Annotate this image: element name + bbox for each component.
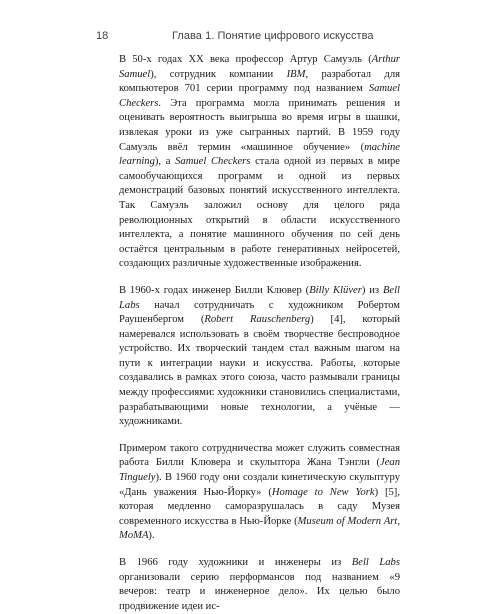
italic-term: Arthur Samuel: [119, 54, 400, 80]
text-run: Примером такого сотрудничества может служить совместная работа Билли Клювера и скульптора Жана Тэнгли (: [119, 442, 400, 469]
page-number: 18: [96, 30, 109, 42]
text-run: ), а: [154, 156, 176, 168]
italic-term: Billy Klüver: [309, 284, 362, 296]
text-run: ), сотрудник компании: [150, 68, 287, 80]
italic-term: Bell Labs: [351, 557, 400, 568]
paragraph: [119, 556, 400, 614]
chapter-title: Глава 1. Понятие цифрового искусства: [172, 30, 374, 42]
italic-term: IBM: [286, 68, 306, 80]
paragraph: [119, 442, 400, 544]
text-run: . Эта программа могла принимать решения и оценивать вероятность выигрыша во время игры в шашки, извлекая уроки из уже сыгранных партий. В 1959 году Самуэль ввёл термин «машинное обучение» (: [119, 97, 400, 153]
italic-term: Samuel Checkers: [175, 156, 251, 168]
text-run: стала одной из первых в мире самообучающихся программ и одной из первых демонстраций базовых понятий искусственного интеллекта. Так Самуэль заложил основу для целого ряда революционных открытий в области искусственного интеллекта, а понятие машинного обучения по сей день остаётся центральным в работе генеративных нейросетей, создающих различные художественные изображения.: [119, 156, 400, 270]
italic-term: Jean Tinguely: [119, 457, 400, 484]
italic-term: Robert Rauschenberg: [204, 314, 311, 326]
italic-term: Museum of Modern Art, MoMA: [119, 515, 400, 542]
text-run: В 50-х годах XX века профессор Артур Самуэль (: [119, 54, 372, 65]
italic-term: Homage to New York: [271, 486, 375, 498]
text-run: В 1960-х годах инженер Билли Клювер (: [119, 284, 310, 296]
text-run: , разработал для компьютеров 701 серии программу под названием: [119, 68, 400, 95]
text-run: ) [5], которая медленно саморазрушалась в саду Музея современного искусства в Нью-Йорке (: [119, 486, 400, 527]
paragraph: [119, 53, 400, 272]
body-text: [119, 53, 400, 614]
paragraph: [119, 284, 400, 430]
text-run: ).: [148, 530, 155, 542]
text-run: начал сотрудничать с художником Робертом Раушенбергом (: [119, 299, 400, 326]
text-run: ) [4], который намеревался использовать в своём творчестве беспроводное устройство. Их творческий тандем стал важным шагом на пути к интеграции науки и искусства. Работы, которые создавались в рамках этого союза, часто размывали границы между профессиями: художники становились специалистами, разрабатывающими новые технологии, а учёные — художниками.: [119, 314, 401, 428]
italic-term: Bell Labs: [119, 284, 400, 311]
running-header: [0, 30, 500, 46]
text-run: ). В 1960 году они создали кинетическую скульптуру «Дань уважения Нью-Йорку» (: [119, 472, 400, 498]
italic-term: Samuel Checkers: [119, 83, 400, 109]
text-run: организовали серию перформансов под названием «9 вечеров: театр и инженерное дело». Их целью было продвижение идеи ис-: [119, 571, 400, 612]
italic-term: machine learning: [119, 141, 400, 168]
text-run: ) из: [361, 284, 383, 296]
text-run: В 1966 году художники и инженеры из: [119, 557, 352, 568]
